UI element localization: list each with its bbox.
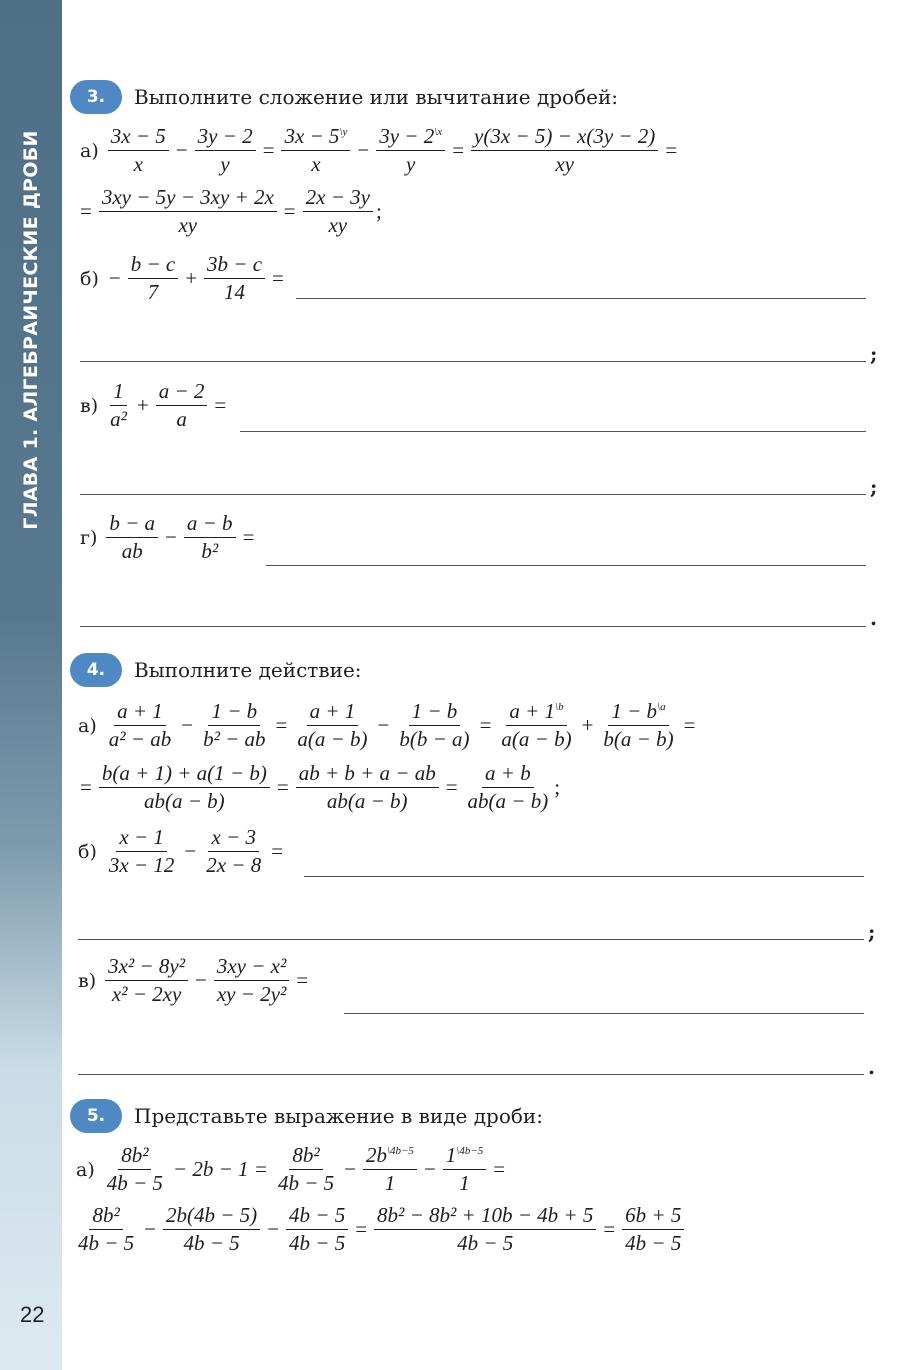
task-3g-line <box>80 512 258 563</box>
fraction: $\frac{\text{8b²}}{4b - 5}$ <box>78 1203 135 1256</box>
fraction: $\frac{1}{\text{a²}}$ <box>110 379 127 432</box>
task-4a-line-2 <box>76 762 560 813</box>
fraction: $\frac{\text{3x² − 8y²}}{\text{x² − 2xy}}$ <box>105 955 188 1006</box>
operator: − <box>344 1157 356 1182</box>
fraction: $\frac{\text{3xy − x²}}{\text{xy − 2y²}}$ <box>214 955 289 1006</box>
task-3b-label: б) <box>80 267 99 290</box>
punctuation: ; <box>868 920 876 944</box>
operator: = <box>272 266 284 291</box>
fraction: $\frac{2b^{\backslash 4b-5}}{1}$ <box>363 1144 417 1195</box>
fraction: $\frac{3y - 2}{y}$ <box>195 125 256 176</box>
fraction: $\frac{\text{8b²}}{4b - 5}$ <box>277 1143 335 1196</box>
operator: = <box>355 1217 368 1242</box>
fraction: $\frac{6b + 5}{4b - 5}$ <box>622 1204 684 1255</box>
chapter-title: ГЛАВА 1. АЛГЕБРАИЧЕСКИЕ ДРОБИ <box>20 130 42 530</box>
operator: − <box>423 1157 436 1182</box>
operator: − <box>267 1217 280 1242</box>
operator: = <box>665 138 678 163</box>
task-5a-line-1 <box>76 1144 509 1195</box>
punctuation: ; <box>375 199 382 224</box>
punctuation: . <box>870 606 877 630</box>
operator: = <box>242 525 255 550</box>
task-3-header <box>70 80 618 114</box>
operator: = <box>493 1157 506 1182</box>
fraction: $\frac{\text{8b²}}{4b - 5}$ <box>106 1143 163 1196</box>
fraction: $\frac{b - a}{ab}$ <box>106 512 158 563</box>
fraction: $\frac{1^{\backslash 4b-5}}{1}$ <box>443 1144 486 1195</box>
fraction: $\frac{x - 1}{3x - 12}$ <box>108 825 175 878</box>
operator: + <box>136 393 149 418</box>
punctuation: ; <box>870 342 878 366</box>
fraction: $\frac{1 - b}{\text{b² − ab}}$ <box>203 699 266 752</box>
operator: + <box>581 713 594 738</box>
operator: = <box>214 393 227 418</box>
answer-line[interactable] <box>304 876 864 877</box>
task-4-header <box>70 653 362 687</box>
task-3v-line <box>80 380 230 431</box>
fraction: $\frac{a - 2}{a}$ <box>156 380 208 431</box>
answer-line[interactable] <box>80 361 866 362</box>
task-5-badge: 5. <box>70 1099 122 1133</box>
operator: = <box>479 713 492 738</box>
answer-line[interactable] <box>80 626 866 627</box>
fraction: $\frac{3xy - 5y - 3xy + 2x}{xy}$ <box>99 186 277 237</box>
task-4-title: Выполните действие: <box>134 658 362 682</box>
fraction: $\frac{3y - 2^{\backslash x}}{y}$ <box>376 125 445 176</box>
operator: = <box>276 775 289 800</box>
fraction: $\frac{a + 1}{\text{a² − ab}}$ <box>108 699 172 752</box>
fraction: $\frac{4b - 5}{4b - 5}$ <box>286 1204 348 1255</box>
operator: − <box>175 138 188 163</box>
operator: − <box>165 525 177 550</box>
operator: + <box>185 266 198 291</box>
task-5a-label: а) <box>76 1158 95 1181</box>
task-3a-label: а) <box>80 139 99 162</box>
fraction: $\frac{b(a + 1) + a(1 - b)}{ab(a - b)}$ <box>99 762 270 813</box>
operator: = <box>603 1217 616 1242</box>
fraction: $\frac{b - c}{7}$ <box>128 253 179 304</box>
task-4b-line <box>78 826 287 877</box>
task-4-badge: 4. <box>70 653 122 687</box>
punctuation: . <box>868 1055 875 1079</box>
answer-line[interactable] <box>78 1074 864 1075</box>
task-4b-label: б) <box>78 840 97 863</box>
task-4a-label: а) <box>78 714 97 737</box>
expression-tail: − 2b − 1 = <box>172 1157 268 1182</box>
fraction: $\frac{a - b}{\text{b²}}$ <box>184 512 236 563</box>
punctuation: ; <box>870 475 878 499</box>
operator: = <box>445 775 458 800</box>
answer-line[interactable] <box>266 565 866 566</box>
answer-line[interactable] <box>80 494 866 495</box>
fraction: $\frac{3x - 5^{\backslash y}}{x}$ <box>281 125 350 176</box>
task-3b-line <box>80 253 288 304</box>
fraction: $\frac{1 - b^{\backslash a}}{b(a - b)}$ <box>603 699 674 752</box>
fraction: $\frac{a + b}{ab(a - b)}$ <box>467 761 549 814</box>
operator: = <box>275 713 288 738</box>
fraction: $\frac{3x - 5}{x}$ <box>108 125 169 176</box>
operator: − <box>108 266 121 291</box>
answer-line[interactable] <box>296 298 866 299</box>
task-3g-label: г) <box>80 526 98 549</box>
answer-line[interactable] <box>240 431 866 432</box>
operator: = <box>452 138 465 163</box>
fraction: $\frac{2b(4b - 5)}{4b - 5}$ <box>163 1204 260 1255</box>
task-3-title: Выполните сложение или вычитание дробей: <box>134 85 619 109</box>
task-5-title: Представьте выражение в виде дроби: <box>134 1104 543 1128</box>
fraction: $\frac{y(3x - 5) - x(3y - 2)}{xy}$ <box>471 125 658 176</box>
operator: − <box>357 138 370 163</box>
operator: = <box>80 775 92 800</box>
task-3a-line-1 <box>80 125 681 176</box>
operator: = <box>283 199 296 224</box>
task-3v-label: в) <box>80 394 99 417</box>
operator: − <box>377 713 390 738</box>
task-5a-line-2 <box>72 1204 687 1255</box>
operator: − <box>195 968 207 993</box>
task-4v-label: в) <box>78 969 97 992</box>
answer-line[interactable] <box>344 1013 864 1014</box>
page-number: 22 <box>20 1302 45 1327</box>
task-3a-line-2 <box>76 186 382 237</box>
punctuation: ; <box>554 775 561 800</box>
task-4v-line <box>78 955 312 1006</box>
operator: = <box>271 839 284 864</box>
operator: − <box>184 839 197 864</box>
operator: = <box>683 713 696 738</box>
answer-line[interactable] <box>78 939 864 940</box>
operator: = <box>296 968 309 993</box>
fraction: $\frac{x - 3}{2x - 8}$ <box>206 825 262 878</box>
fraction: $\frac{a + 1}{a(a - b)}$ <box>297 699 368 752</box>
chapter-sidebar <box>0 0 62 1370</box>
operator: − <box>181 713 194 738</box>
fraction: $\frac{\text{8b² − 8b² + 10b − 4b + 5}}{4b - 5}$ <box>374 1204 596 1255</box>
task-3-badge: 3. <box>70 80 122 114</box>
fraction: $\frac{1 - b}{b(b - a)}$ <box>399 699 470 752</box>
fraction: $\frac{3b - c}{14}$ <box>204 253 265 304</box>
operator: = <box>80 199 92 224</box>
task-5-header <box>70 1099 543 1133</box>
fraction: $\frac{a + 1^{\backslash b}}{a(a - b)}$ <box>501 699 572 752</box>
fraction: $\frac{2x - 3y}{xy}$ <box>303 186 373 237</box>
operator: = <box>262 138 275 163</box>
fraction: $\frac{ab + b + a - ab}{ab(a - b)}$ <box>296 762 439 813</box>
task-4a-line-1 <box>78 700 699 751</box>
operator: − <box>144 1217 157 1242</box>
